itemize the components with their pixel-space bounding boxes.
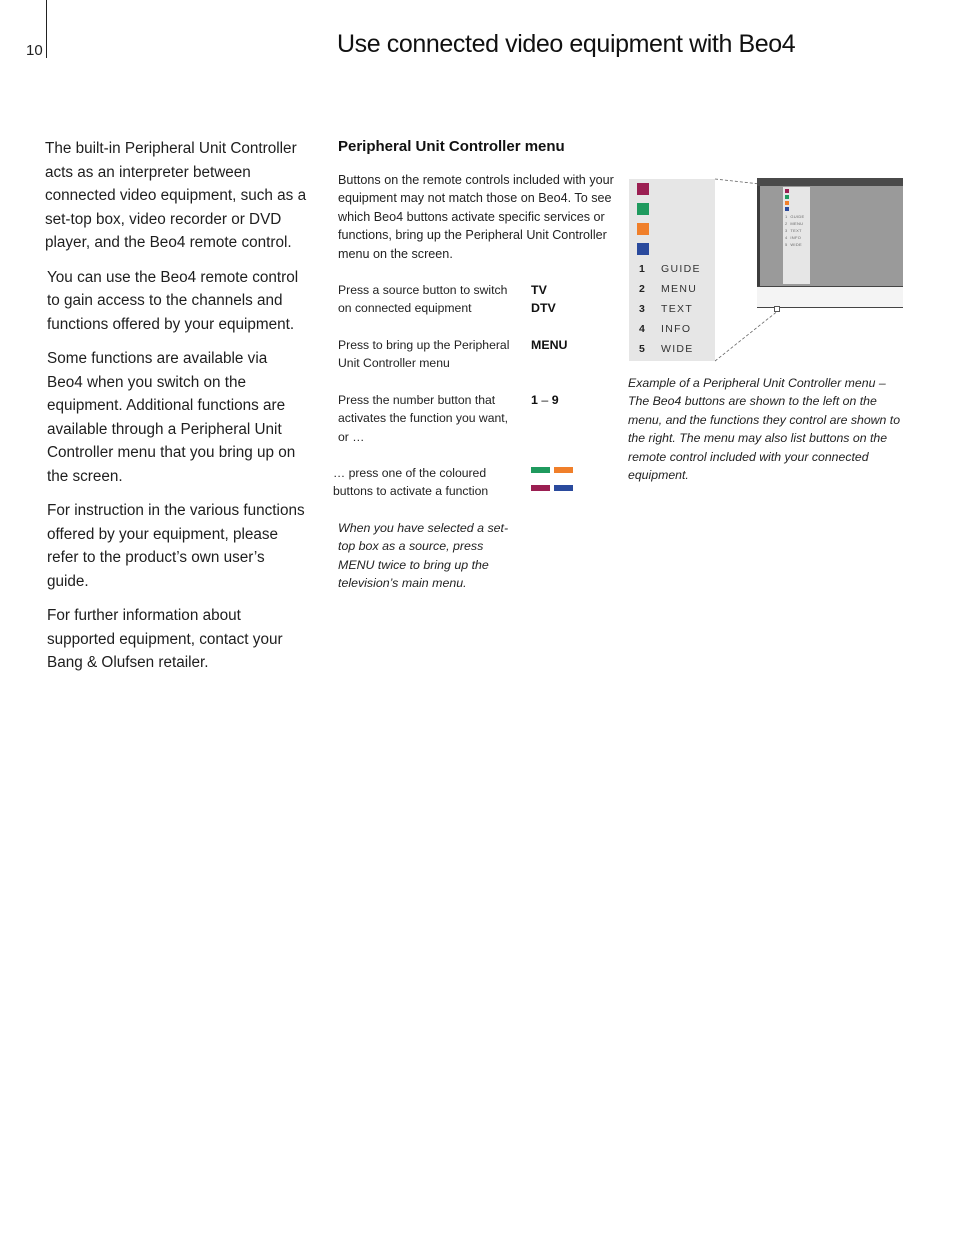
instruction-text: Press to bring up the Peripheral Unit Controller menu [338,338,510,371]
menu-row [629,263,715,279]
menu-row-number: 3 [639,303,647,315]
yellow-button-swatch [554,467,573,473]
mini-menu-row: 3 TEXT [785,228,802,233]
header-rule [46,0,47,58]
menu-row [629,303,715,319]
tv-marker [774,306,780,312]
menu-illustration [626,176,906,366]
instruction-keys [531,391,559,409]
instruction-source [338,281,618,318]
instruction-number [338,391,618,446]
mini-menu-row: 4 INFO [785,235,802,240]
menu-row [629,283,715,299]
red-square-icon [785,189,789,193]
intro-paragraph: The built-in Peripheral Unit Controller acts as an interpreter between connected video equipment, such as a set-top box, video recorder or DVD player, and the Beo4 remote control. [45,140,307,251]
key-menu: MENU [531,338,568,353]
instruction-keys [531,336,567,354]
menu-row [629,323,715,339]
menu-row-label: TEXT [661,303,694,315]
source-note: When you have selected a set-top box as a source, press MENU twice to bring up the television’s main menu. [338,521,509,591]
instructions-column [333,138,618,593]
intro-paragraph: You can use the Beo4 remote control to gain access to the channels and functions offered by your equipment. [47,268,299,333]
menu-row-number: 2 [639,283,647,295]
blue-button-swatch [554,485,573,491]
section-heading: Peripheral Unit Controller menu [338,138,565,155]
figure-caption: Example of a Peripheral Unit Controller menu – The Beo4 buttons are shown to the left on the menu, and the functions they control are shown to the right. The menu may also list buttons on the remote control included with your connected equipment. [628,376,901,483]
menu-row-label: GUIDE [661,263,701,275]
blue-square-icon [637,243,649,255]
yellow-square-icon [637,223,649,235]
menu-row-label: WIDE [661,343,694,355]
pucmenu-enlarged [629,179,715,361]
tv-screen-illustration [757,178,903,308]
instruction-keys [531,281,556,318]
menu-row-number: 1 [639,263,647,275]
intro-column [45,137,307,686]
menu-row-label: MENU [661,283,698,295]
instruction-menu [338,336,618,373]
green-square-icon [637,203,649,215]
tv-frame-left [757,186,760,286]
green-button-swatch [531,467,550,473]
key-range [531,391,559,409]
mini-menu-row: 5 WIDE [785,242,803,247]
blue-square-icon [785,207,789,211]
menu-row-label: INFO [661,323,692,335]
tv-frame-top [757,178,903,186]
mini-menu-row: 1 GUIDE [785,214,805,219]
page-number: 10 [26,42,43,59]
intro-paragraph: Some functions are available via Beo4 when you switch on the equipment. Additional functions are available through a Peripheral Unit Controller menu that you bring up on the screen. [47,350,296,485]
menu-row [629,343,715,359]
tv-screen [757,186,903,286]
tv-frame-bottom [757,286,903,308]
mini-menu-row: 2 MENU [785,221,804,226]
instruction-text: Press the number button that activates the function you want, or … [338,393,509,444]
key-dtv: DTV [531,301,556,316]
key-range-separator: – [541,393,549,408]
red-button-swatch [531,485,550,491]
intro-paragraph: For further information about supported equipment, contact your Bang & Olufsen retailer. [47,607,283,671]
instruction-colour [333,464,618,501]
green-square-icon [785,195,789,199]
key-range-from: 1 [531,393,538,408]
menu-row-number: 5 [639,343,647,355]
page-title: Use connected video equipment with Beo4 [337,30,796,58]
instruction-text: Press a source button to switch on connected equipment [338,283,508,316]
key-tv: TV [531,283,547,298]
instruction-text: … press one of the coloured buttons to activate a function [333,466,489,499]
section-intro: Buttons on the remote controls included with your equipment may not match those on Beo4. To see which Beo4 buttons activate specific services or functions, bring up the Peripheral Unit Controller menu on the screen. [338,173,614,261]
key-range-to: 9 [551,393,559,408]
red-square-icon [637,183,649,195]
menu-row-number: 4 [639,323,647,335]
yellow-square-icon [785,201,789,205]
intro-paragraph: For instruction in the various functions offered by your equipment, please refer to the product’s own user’s guide. [47,502,305,590]
pucmenu-on-screen [783,187,810,284]
